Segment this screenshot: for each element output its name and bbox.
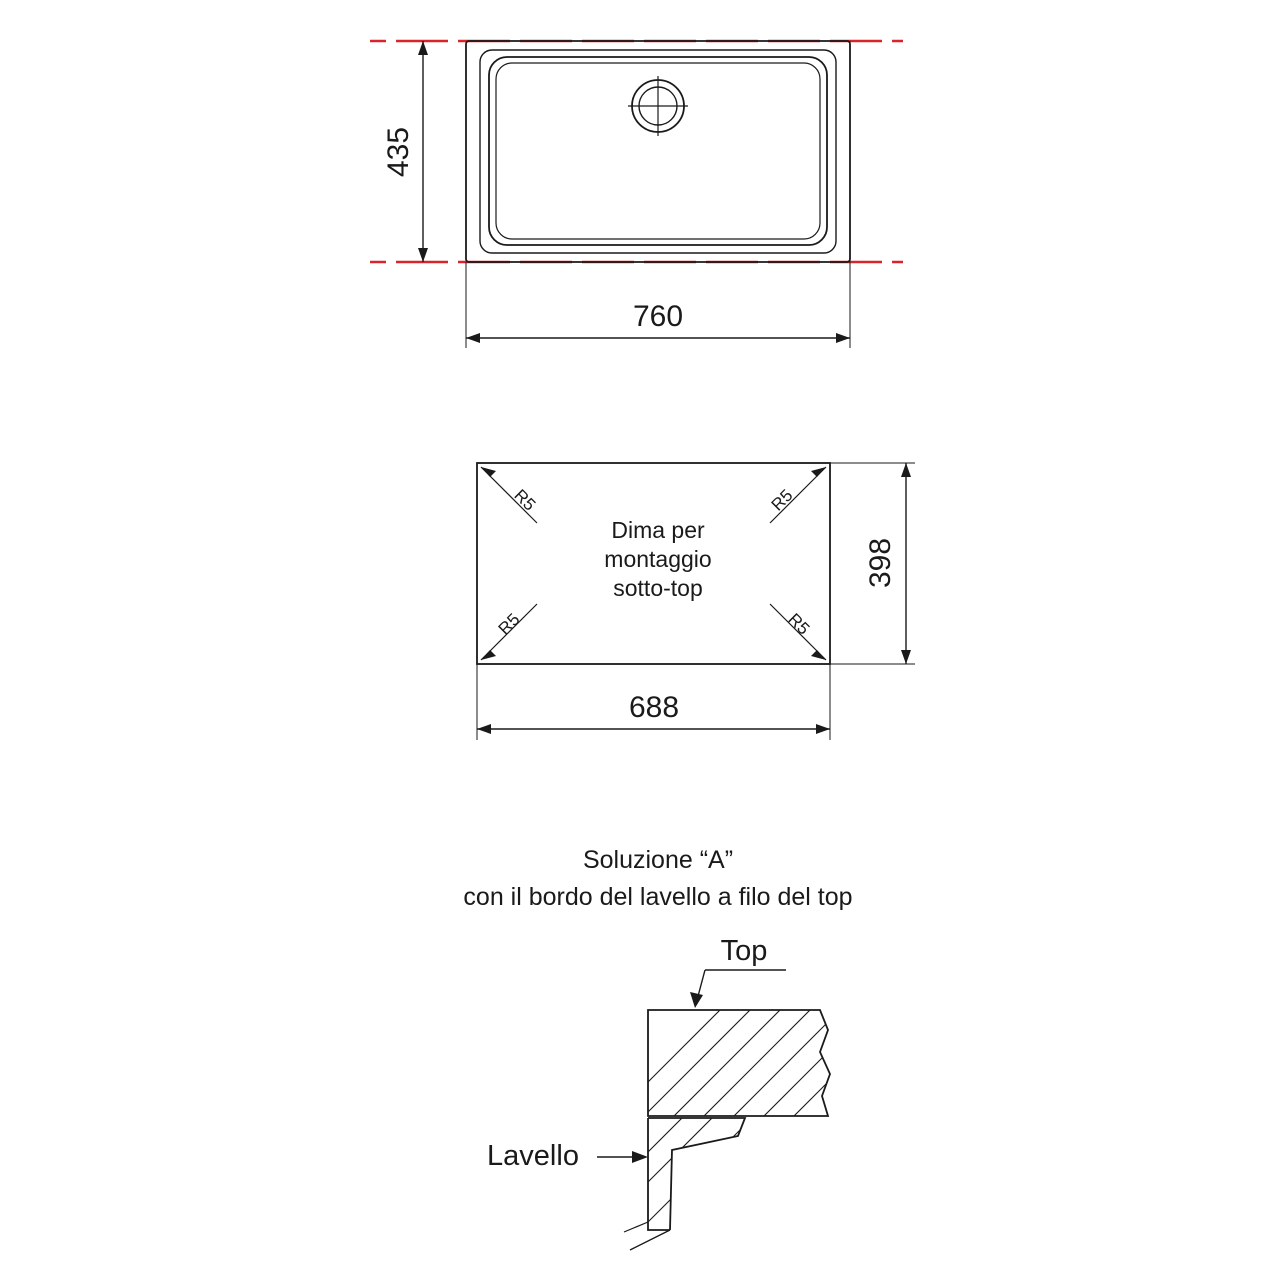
dimension-398-label: 398 bbox=[864, 537, 897, 589]
radius-label-top-right: R5 bbox=[767, 485, 797, 515]
dimension-688 bbox=[477, 664, 830, 740]
dimension-760-label: 760 bbox=[632, 300, 684, 333]
sink-break-line bbox=[630, 1230, 670, 1250]
sink-edge-hatching bbox=[600, 1100, 800, 1270]
top-view bbox=[370, 41, 903, 348]
sink-break-line-2 bbox=[624, 1222, 648, 1232]
radius-leader-top-left bbox=[481, 467, 539, 523]
dimension-398 bbox=[830, 463, 915, 664]
section-view bbox=[463, 846, 910, 1270]
dimension-435 bbox=[382, 41, 428, 262]
section-caption-line-2: con il bordo del lavello a filo del top bbox=[463, 883, 853, 911]
callout-lavello bbox=[487, 1140, 648, 1172]
sink-outer-outline bbox=[466, 41, 850, 262]
cutout-note-line-3: sotto-top bbox=[613, 575, 703, 601]
callout-top-label: Top bbox=[720, 935, 768, 967]
sink-edge-wall bbox=[648, 1118, 670, 1230]
sink-edge-section bbox=[600, 1100, 800, 1270]
cutout-note-line-2: montaggio bbox=[604, 546, 712, 572]
worktop-hatching bbox=[600, 1000, 910, 1130]
cutout-note-line-1: Dima per bbox=[611, 517, 705, 543]
callout-lavello-label: Lavello bbox=[487, 1140, 579, 1172]
dimension-688-label: 688 bbox=[628, 691, 680, 724]
radius-label-top-left: R5 bbox=[510, 485, 540, 515]
radius-leader-bottom-left bbox=[481, 604, 537, 660]
radius-label-bottom-left: R5 bbox=[494, 609, 524, 639]
worktop-outline bbox=[648, 1010, 830, 1116]
cutout-template-view bbox=[477, 463, 915, 740]
callout-top bbox=[690, 935, 786, 1008]
radius-leader-bottom-right bbox=[770, 604, 826, 660]
drain-symbol bbox=[628, 76, 688, 136]
radius-label-bottom-right: R5 bbox=[784, 609, 814, 639]
worktop-section bbox=[600, 1000, 910, 1130]
radius-leader-top-right bbox=[768, 467, 826, 523]
sink-edge-outline bbox=[648, 1118, 745, 1230]
section-caption-line-1: Soluzione “A” bbox=[582, 846, 734, 874]
dimension-435-label: 435 bbox=[382, 126, 415, 178]
